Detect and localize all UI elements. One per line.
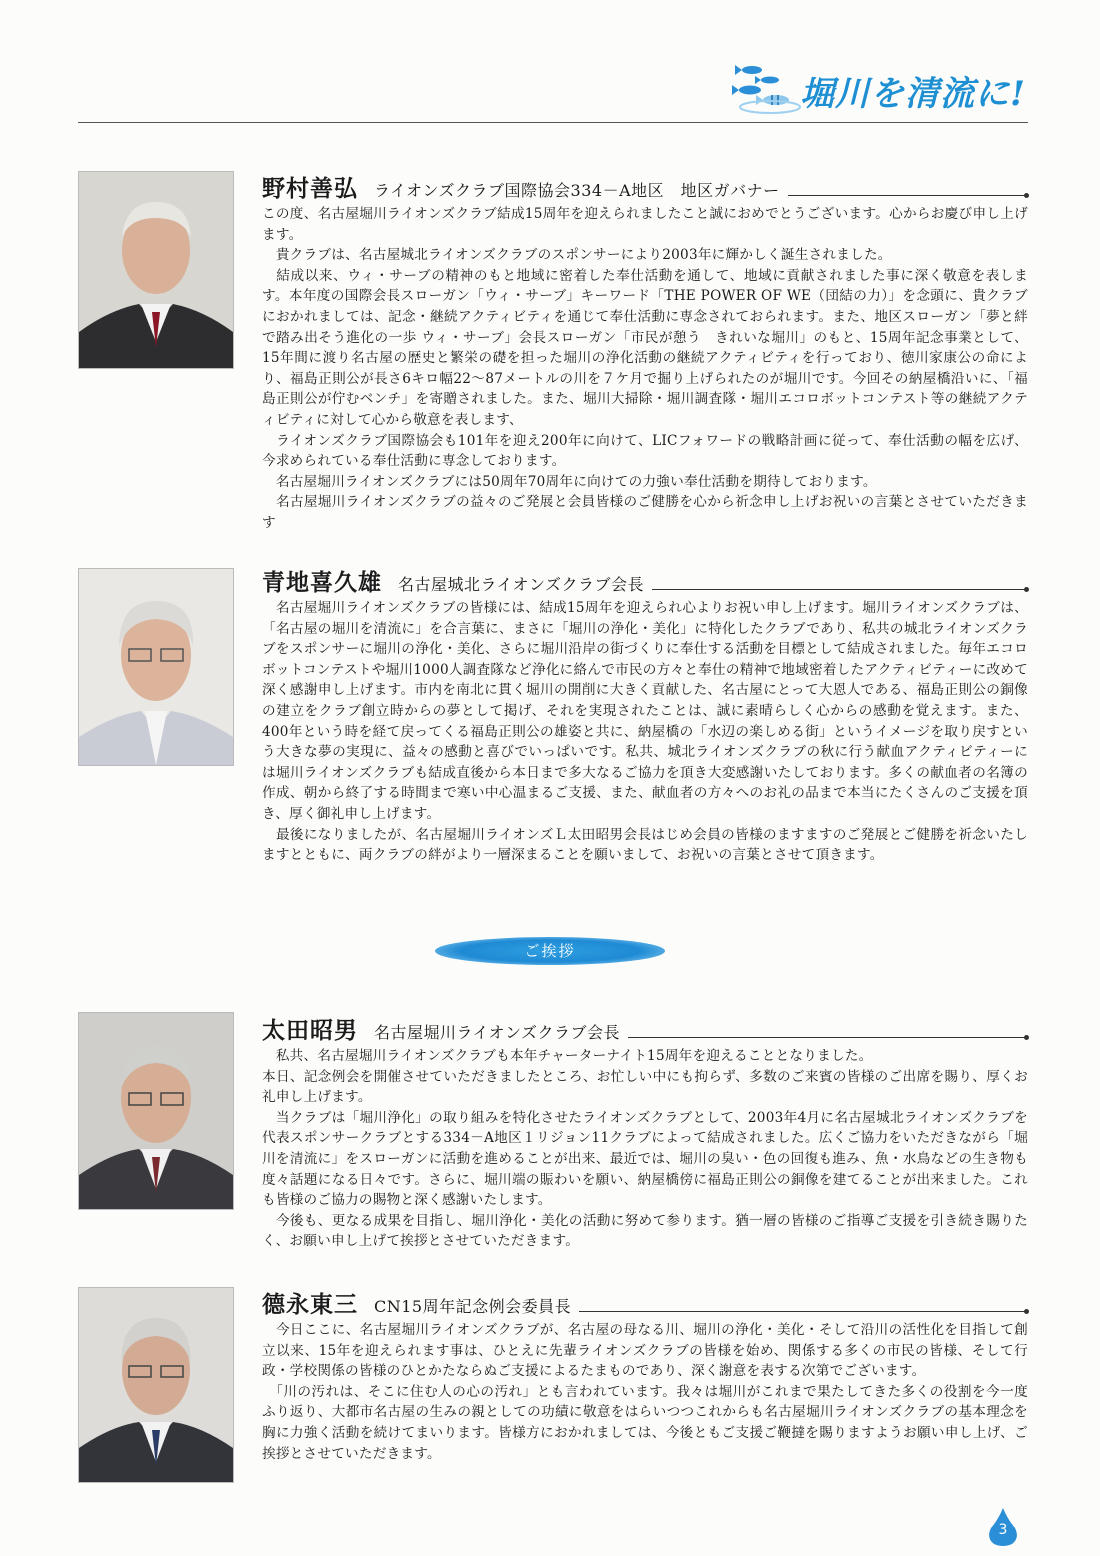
message-paragraph: 名古屋堀川ライオンズクラブには50周年70周年に向けての力強い奉仕活動を期待しております。 [262, 473, 877, 490]
message-paragraph: 名古屋堀川ライオンズクラブの皆様には、結成15周年を迎えられ心よりお祝い申し上げます。堀川ライオンズクラブは、「名古屋の堀川を清流に」を合言葉に、まさに「堀川の浄化・美化」に特化したクラブであり、私共の城北ライオンズクラブをスポンサーに堀川の浄化・美化、さらに堀川沿岸の街づくりに奉仕する活動を目標として結成されました。毎年エコロボットコンテストや堀川1000人調査隊など浄化に絡んで市民の方々と奉仕の精神で地域密着したアクティビティーに改めて深く感謝申し上げます。市内を南北に貫く堀川の開削に大きく貢献した、名古屋にとって大恩人である、福島正則公の銅像の建立をクラブ創立時からの夢として掲げ、それを実現されたことは、誠に素晴らしく心からの感動を覚えます。また、400年という時を経て戻ってくる福島正則公の雄姿と共に、納屋橋の「水辺の楽しめる街」というイメージを取り戻すという大きな夢の実現に、益々の感動と喜びでいっぱいです。私共、城北ライオンズクラブの秋に行う献血アクティビティーには堀川ライオンズクラブも結成直後から本日まで多大なるご協力を頂き大変感謝いたしております。多くの献血者の名簿の作成、朝から終了する時間まで寒い中心温まるご支援、また、献血者の方々へのお礼の品まで本当にたくさんのご支援を頂き、厚く御礼申し上げます。 [262, 600, 1028, 822]
portrait-photo [78, 171, 234, 369]
message-section-2 [78, 564, 1028, 924]
message-body [262, 598, 1028, 866]
message-body [262, 1046, 1028, 1252]
message-section-3 [78, 1012, 1028, 1272]
speaker-name: 德永東三 [262, 1291, 358, 1318]
page-header-title: 堀川を清流に! [800, 74, 1026, 114]
speaker-heading [262, 1286, 1028, 1316]
heading-leader-line [579, 1311, 1026, 1312]
speaker-name: 青地喜久雄 [262, 569, 382, 596]
portrait-photo [78, 1287, 234, 1483]
speaker-role: 名古屋堀川ライオンズクラブ会長 [374, 1023, 621, 1042]
message-paragraph: 当クラブは「堀川浄化」の取り組みを特化させたライオンズクラブとして、2003年4月に名古屋城北ライオンズクラブを代表スポンサークラブとする334－A地区１リジョン11クラブによって結成されました。広くご協力をいただきながら「堀川を清流に」をスローガンに活動を進めることが出来、最近では、堀川の臭い・色の回復も進み、魚・水鳥などの生き物も度々話題になる日々です。さらに、堀川端の賑わいを願い、納屋橋傍に福島正則公の銅像を建てることが出来ました。これも皆様のご協力の賜物と深く感謝いたします。 [262, 1109, 1028, 1209]
portrait-placeholder-icon [79, 172, 233, 368]
message-paragraph: 貴クラブは、名古屋城北ライオンズクラブのスポンサーにより2003年に輝かしく誕生されました。 [262, 247, 892, 264]
portrait-placeholder-icon [79, 1013, 233, 1209]
portrait-placeholder-icon [79, 569, 233, 765]
speaker-role: CN15周年記念例会委員長 [374, 1297, 572, 1316]
message-paragraph: 結成以来、ウィ・サーブの精神のもと地域に密着した奉仕活動を通して、地域に貢献されました事に深く敬意を表します。本年度の国際会長スローガン「ウィ・サーブ」キーワード「THE POWER OF WE（団結の力）」を念頭に、貴クラブにおかれましては、記念・継続アクティビティを通じて奉仕活動に専念されておられます。また、地区スローガン「夢と絆で踏み出そう進化の一歩 ウィ・サーブ」会長スローガン「市民が憩う きれいな堀川」のもと、15周年記念事業として、15年間に渡り名古屋の歴史と繁栄の礎を担った堀川の浄化活動の継続アクティビティを行っており、徳川家康公の命により、福島正則公が長さ6キロ幅22～87メートルの川を７ケ月で掘り上げられたのが堀川です。今回その納屋橋沿いに、「福島正則公が佇むベンチ」を寄贈されました。また、堀川大掃除・堀川調査隊・堀川エコロボットコンテスト等の継続アクティビティに対して心から敬意を表します、 [262, 267, 1028, 428]
message-section-1 [78, 170, 1028, 550]
speaker-role: ライオンズクラブ国際協会334－A地区 地区ガバナー [374, 181, 780, 200]
speaker-name: 太田昭男 [262, 1017, 358, 1044]
message-paragraph: 名古屋堀川ライオンズクラブの益々のご発展と会員皆様のご健勝を心から祈念申し上げお祝いの言葉とさせていただきます [262, 494, 1028, 531]
message-body [262, 1320, 1028, 1464]
portrait-photo [78, 1012, 234, 1210]
page-number: 3 [998, 1522, 1008, 1538]
portrait-photo [78, 568, 234, 766]
message-paragraph: 本日、記念例会を開催させていただきましたところ、お忙しい中にも拘らず、多数のご来賓の皆様のご出席を賜り、厚くお礼申し上げます。 [262, 1068, 1028, 1106]
header-divider [78, 122, 1028, 123]
message-paragraph: 最後になりましたが、名古屋堀川ライオンズＬ太田昭男会長はじめ会員の皆様のますますのご発展とご健勝を祈念いたしますとともに、両クラブの絆がより一層深まることを願いまして、お祝いの言葉とさせて頂きます。 [262, 826, 1028, 864]
message-paragraph: 今日ここに、名古屋堀川ライオンズクラブが、名古屋の母なる川、堀川の浄化・美化・そして沿川の活性化を目指して創立以来、15年を迎えられます事は、ひとえに先輩ライオンズクラブの皆様を始め、関係する多くの市民の皆様、そして行政・学校関係の皆様のひとかたならぬご支援によるたまものであり、深く謝意を表する次第でございます。 [262, 1322, 1028, 1380]
speaker-heading [262, 1012, 1028, 1042]
heading-leader-line [788, 195, 1026, 196]
message-paragraph: 私共、名古屋堀川ライオンズクラブも本年チャーターナイト15周年を迎えることとなりました。 [262, 1048, 873, 1064]
message-body [262, 204, 1028, 534]
heading-leader-line [628, 1037, 1026, 1038]
portrait-placeholder-icon [79, 1288, 233, 1482]
greeting-banner: ご挨拶 [435, 937, 665, 965]
heading-leader-line [652, 589, 1026, 590]
message-paragraph: 今後も、更なる成果を目指し、堀川浄化・美化の活動に努めて参ります。猶一層の皆様のご指導ご支援を引き続き賜りたく、お願い申し上げて挨拶とさせていただきます。 [262, 1212, 1028, 1250]
speaker-name: 野村善弘 [262, 175, 358, 202]
message-paragraph: この度、名古屋堀川ライオンズクラブ結成15周年を迎えられましたこと誠におめでとうございます。心からお慶び申し上げます。 [262, 206, 1028, 243]
speaker-heading [262, 170, 1028, 200]
speaker-heading [262, 564, 1028, 594]
speaker-role: 名古屋城北ライオンズクラブ会長 [398, 575, 645, 594]
message-section-4 [78, 1286, 1028, 1496]
message-paragraph: 「川の汚れは、そこに住む人の心の汚れ」とも言われています。我々は堀川がこれまで果たしてきた多くの役割を今一度ふり返り、大都市名古屋の生みの親としての功績に敬意をはらいつつこれからも名古屋堀川ライオンズクラブの基本理念を胸に力強く活動を続けてまいります。皆様方におかれましては、今後ともご支援ご鞭撻を賜りますようお願い申し上げ、ご挨拶とさせていただきます。 [262, 1383, 1028, 1462]
message-paragraph: ライオンズクラブ国際協会も101年を迎え200年に向けて、LICフォワードの戦略計画に従って、奉仕活動の幅を広げ、今求められている奉仕活動に専念しております。 [262, 432, 1028, 470]
